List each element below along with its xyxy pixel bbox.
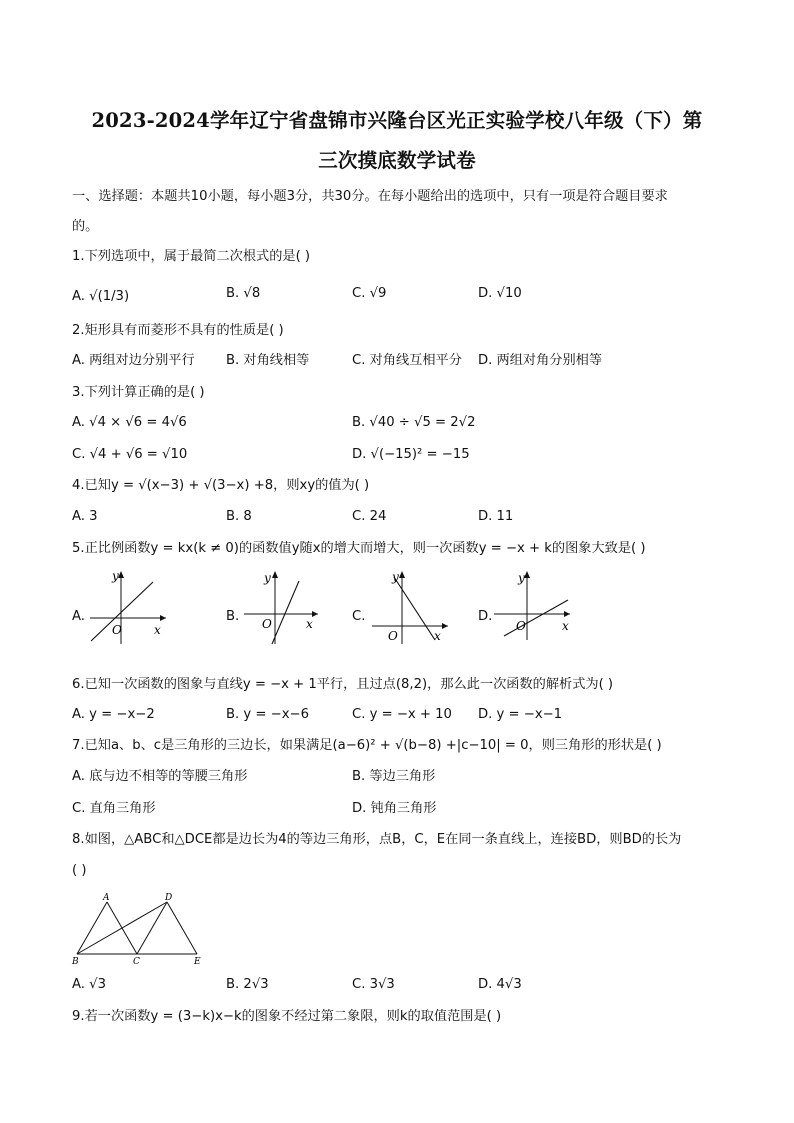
question-4-option-d: D. 11	[478, 509, 514, 524]
question-8-option-d: D. 4√3	[478, 977, 522, 992]
question-6-option-b: B. y = −x−6	[226, 707, 309, 722]
question-8-option-c: C. 3√3	[352, 977, 395, 992]
triangle-label-c: C	[133, 957, 140, 966]
graph-d-origin-label: O	[516, 619, 526, 633]
question-1-option-a: A. √(1/3)	[72, 289, 130, 304]
graph-c-x-label: x	[434, 629, 441, 643]
graph-b-y-label: y	[264, 571, 271, 585]
graph-b-origin-label: O	[262, 617, 272, 631]
question-2-option-c: C. 对角线互相平分	[352, 353, 462, 368]
graph-a-origin-label: O	[112, 623, 122, 637]
question-7-stem: 7.已知a、b、c是三角形的三边长，如果满足(a−6)² + √(b−8) +|c−10| = 0，则三角形的形状是( )	[72, 738, 662, 753]
question-8-stem: 8.如图，△ABC和△DCE都是边长为4的等边三角形，点B，C，E在同一条直线上，连接BD，则BD的长为	[72, 832, 682, 847]
question-3-option-a: A. √4 × √6 = 4√6	[72, 415, 187, 430]
graph-c-y-label: y	[392, 570, 399, 584]
question-8-option-b: B. 2√3	[226, 977, 269, 992]
question-5-graph-b	[242, 568, 322, 646]
triangle-label-a: A	[103, 893, 110, 903]
question-3-option-d: D. √(−15)² = −15	[352, 447, 470, 462]
question-6-option-a: A. y = −x−2	[72, 707, 155, 722]
triangle-label-b: B	[72, 957, 79, 966]
question-9-stem: 9.若一次函数y = (3−k)x−k的图象不经过第二象限，则k的取值范围是( )	[72, 1009, 502, 1024]
section1-instructions-cont: 的。	[72, 219, 99, 234]
question-3-option-c: C. √4 + √6 = √10	[72, 447, 188, 462]
question-5-graph-d	[494, 568, 574, 646]
question-3-stem: 3.下列计算正确的是( )	[72, 385, 205, 400]
question-4-option-c: C. 24	[352, 509, 387, 524]
section1-instructions: 一、选择题：本题共10小题，每小题3分，共30分。在每小题给出的选项中，只有一项是符合题目要求	[72, 189, 668, 204]
question-7-option-d: D. 钝角三角形	[352, 801, 437, 816]
question-5-option-c: C.	[352, 609, 366, 624]
question-6-option-c: C. y = −x + 10	[352, 707, 452, 722]
question-1-option-b: B. √8	[226, 286, 261, 301]
exam-title-line2: 三次摸底数学试卷	[318, 149, 476, 172]
question-5-graph-c	[372, 568, 452, 646]
graph-b-x-label: x	[306, 617, 313, 631]
question-1-option-c: C. √9	[352, 286, 387, 301]
question-5-stem: 5.正比例函数y = kx(k ≠ 0)的函数值y随x的增大而增大，则一次函数y = −x + k的图象大致是( )	[72, 541, 646, 556]
question-7-option-c: C. 直角三角形	[72, 801, 156, 816]
graph-d-y-label: y	[518, 571, 525, 585]
triangle-label-e: E	[194, 957, 201, 966]
question-2-stem: 2.矩形具有而菱形不具有的性质是( )	[72, 323, 284, 338]
question-5-option-a: A.	[72, 609, 85, 624]
graph-d-x-label: x	[562, 619, 569, 633]
question-3-option-b: B. √40 ÷ √5 = 2√2	[352, 415, 476, 430]
exam-title-line1: 2023-2024学年辽宁省盘锦市兴隆台区光正实验学校八年级（下）第	[91, 109, 703, 132]
question-2-option-a: A. 两组对边分别平行	[72, 353, 195, 368]
question-4-option-b: B. 8	[226, 509, 252, 524]
question-8-option-a: A. √3	[72, 977, 106, 992]
graph-a-x-label: x	[154, 623, 161, 637]
question-5-graph-a	[88, 568, 168, 646]
question-5-option-b: B.	[226, 609, 240, 624]
question-6-stem: 6.已知一次函数的图象与直线y = −x + 1平行，且过点(8,2)，那么此一次函数的解析式为( )	[72, 677, 614, 692]
question-7-option-a: A. 底与边不相等的等腰三角形	[72, 769, 248, 784]
question-8-triangle-figure	[70, 890, 210, 966]
question-1-stem: 1.下列选项中，属于最简二次根式的是( )	[72, 249, 311, 264]
question-2-option-b: B. 对角线相等	[226, 353, 310, 368]
question-8-stem-cont: ( )	[72, 863, 87, 878]
question-4-option-a: A. 3	[72, 509, 98, 524]
triangle-label-d: D	[165, 893, 173, 903]
question-7-option-b: B. 等边三角形	[352, 769, 436, 784]
question-6-option-d: D. y = −x−1	[478, 707, 563, 722]
graph-c-origin-label: O	[388, 629, 398, 643]
question-1-option-d: D. √10	[478, 286, 522, 301]
graph-a-y-label: y	[112, 569, 119, 583]
question-4-stem: 4.已知y = √(x−3) + √(3−x) +8，则xy的值为( )	[72, 478, 370, 493]
question-2-option-d: D. 两组对角分别相等	[478, 353, 603, 368]
question-5-option-d: D.	[478, 609, 493, 624]
